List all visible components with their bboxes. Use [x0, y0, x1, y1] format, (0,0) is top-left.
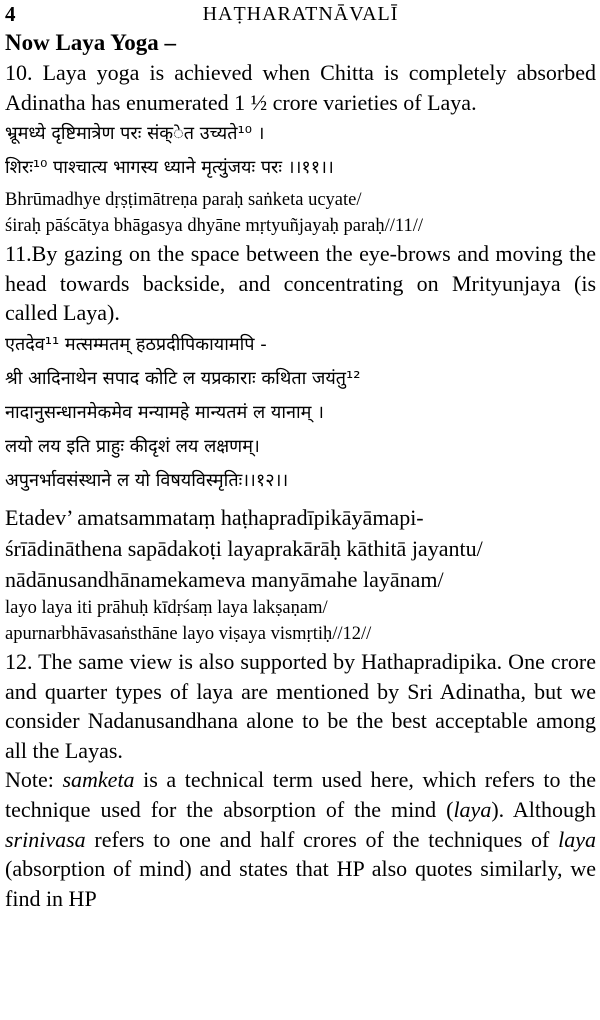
verse-line: एतदेव¹¹ मत्सम्मतम् हठप्रदीपिकायामपि - — [5, 333, 267, 355]
section-heading: Now Laya Yoga – — [5, 30, 177, 55]
verse-12-transliteration — [5, 502, 596, 647]
verse-line: लयो लय इति प्राहुः कीदृशं लय लक्षणम्। — [5, 435, 260, 457]
verse-line: नादानुसन्धानमेकमेव मन्यामहे मान्यतमं ल यानाम् । — [5, 401, 324, 423]
verse-line: श्री आदिनाथेन सपाद कोटि ल यप्रकाराः कथिता जयंतु¹² — [5, 367, 361, 389]
note-term: samketa — [62, 767, 135, 793]
note-text: is a technical term used here, which refers to the technique used for the absorption of the mind ( — [5, 767, 596, 822]
running-title: HAṬHARATNĀVALĪ — [202, 3, 399, 25]
paragraph-10: 10. Laya yoga is achieved when Chitta is completely absorbed Adinatha has enumerated 1 ½ crore varieties of Laya. — [5, 60, 596, 115]
note-text: ). Although — [491, 796, 596, 822]
verse-12-devanagari — [5, 328, 596, 498]
note-paragraph — [5, 765, 596, 913]
note-label: Note: — [5, 767, 54, 793]
verse-11-transliteration — [5, 187, 596, 239]
transliteration-line: nādānusandhānamekameva manyāmahe layānam/ — [5, 566, 444, 592]
page-number: 4 — [5, 2, 16, 26]
transliteration-line: layo laya iti prāhuḥ kīdṛśaṃ laya lakṣaṇam/ — [5, 597, 328, 618]
verse-line: भ्रूमध्ये दृष्टिमात्रेण परः संक्ेत उच्यते¹⁰ । — [5, 123, 265, 145]
transliteration-line: śiraḥ pāścātya bhāgasya dhyāne mṛtyuñjayaḥ paraḥ//11// — [5, 216, 423, 237]
note-text: (absorption of mind) and states that HP also quotes similarly, we find in HP — [5, 856, 596, 911]
note-term: srinivasa — [5, 826, 86, 852]
transliteration-line: Bhrūmadhye dṛṣṭimātreṇa paraḥ saṅketa ucyate/ — [5, 190, 362, 211]
paragraph-12: 12. The same view is also supported by Hathapradipika. One crore and quarter types of laya are mentioned by Sri Adinatha, but we consider Nadanusandhana alone to be the best acceptable among all the Layas. — [5, 648, 596, 763]
transliteration-line: apurnarbhāvasaṅsthāne layo viṣaya vismṛtiḥ//12// — [5, 623, 372, 644]
note-term: laya — [558, 826, 596, 852]
transliteration-line: śrīādināthena sapādakoṭi layaprakārāḥ kāthitā jayantu/ — [5, 535, 483, 561]
verse-line: अपुनर्भावसंस्थाने ल यो विषयविस्मृतिः।।१२।। — [5, 469, 289, 491]
paragraph-11: 11.By gazing on the space between the eye-brows and moving the head towards backside, and concentrating on Mrityunjaya (is called Laya). — [5, 241, 596, 326]
verse-11-devanagari — [5, 117, 596, 185]
verse-line: शिरः¹⁰ पाश्चात्य भागस्य ध्याने मृत्युंजयः परः ।।११।। — [5, 157, 334, 179]
page-header — [5, 0, 596, 28]
note-term: laya — [453, 796, 492, 822]
transliteration-line: Etadev’ amatsammataṃ haṭhapradīpikāyāmapi- — [5, 504, 424, 530]
note-text: refers to one and half crores of the techniques of — [85, 826, 559, 852]
